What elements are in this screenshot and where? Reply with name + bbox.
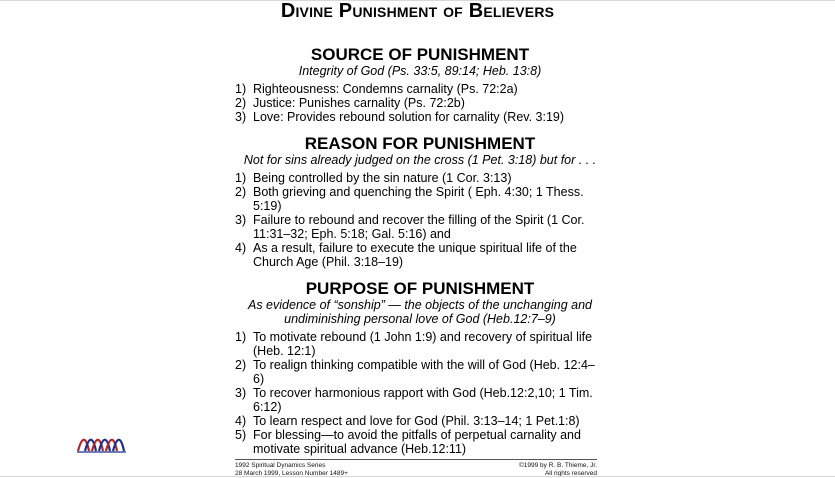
item-text: To learn respect and love for God (Phil. 3:13–14; 1 Pet.1:8) (253, 414, 580, 428)
rights-text: All rights reserved (544, 469, 597, 477)
item-number: 3) (235, 110, 247, 124)
item-text: Failure to rebound and recover the filling of the Spirit (1 Cor. 11:31–32; Eph. 5:18; Gal. 5:16) and (253, 213, 585, 241)
item-text: As a result, failure to execute the unique spiritual life of the Church Age (Phil. 3:18–19) (253, 241, 577, 269)
item-text: To recover harmonious rapport with God (Heb.12:2,10; 1 Tim. 6:12) (253, 386, 593, 414)
list-item (235, 110, 605, 124)
list-item (235, 358, 605, 386)
section-subtitle: Not for sins already judged on the cross (1 Pet. 3:18) but for . . . (243, 153, 597, 167)
bottom-border (0, 476, 835, 477)
footer-divider (235, 459, 597, 460)
item-number: 3) (235, 213, 247, 227)
section-heading: SOURCE OF PUNISHMENT (310, 45, 530, 64)
purpose-list (235, 330, 605, 456)
source-section (235, 46, 605, 124)
reason-list (235, 171, 605, 269)
list-item (235, 414, 605, 428)
item-number: 2) (235, 96, 247, 110)
item-number: 2) (235, 358, 247, 372)
item-number: 1) (235, 82, 247, 96)
section-subtitle: Integrity of God (Ps. 33:5, 89:14; Heb. 13:8) (298, 64, 542, 78)
list-item (235, 428, 605, 456)
list-item (235, 185, 605, 213)
section-heading: PURPOSE OF PUNISHMENT (305, 279, 535, 298)
footer-series (235, 462, 348, 477)
item-text: Both grieving and quenching the Spirit ( Eph. 4:30; 1 Thess. 5:19) (253, 185, 584, 213)
section-subtitle: As evidence of “sonship” — the objects of the unchanging and undiminishing personal love of God (Heb.12:7–9) (248, 298, 592, 326)
item-text: Righteousness: Condemns carnality (Ps. 72:2a) (253, 82, 518, 96)
list-item (235, 171, 605, 185)
page-title: Divine Punishment of Believers (280, 0, 555, 22)
list-item (235, 330, 605, 358)
item-text: Justice: Punishes carnality (Ps. 72:2b) (253, 96, 465, 110)
item-text: Love: Provides rebound solution for carnality (Rev. 3:19) (253, 110, 565, 124)
item-text: To motivate rebound (1 John 1:9) and recovery of spiritual life (Heb. 12:1) (253, 330, 593, 358)
list-item (235, 213, 605, 241)
item-number: 1) (235, 171, 247, 185)
item-text: For blessing—to avoid the pitfalls of perpetual carnality and motivate spiritual advance (Heb.12:11) (253, 428, 581, 456)
item-number: 5) (235, 428, 247, 442)
list-item (235, 82, 605, 96)
footer-copyright (519, 462, 597, 477)
item-number: 3) (235, 386, 247, 400)
section-heading: REASON FOR PUNISHMENT (304, 134, 536, 153)
list-item (235, 241, 605, 269)
item-text: To realign thinking compatible with the will of God (Heb. 12:4–6) (253, 358, 595, 386)
footer-series-name: 1992 Spiritual Dynamics Series (235, 462, 326, 469)
list-item (235, 386, 605, 414)
item-number: 1) (235, 330, 247, 344)
item-number: 4) (235, 414, 247, 428)
item-number: 2) (235, 185, 247, 199)
footer-lesson-date: 28 March 1999, Lesson Number 1489+ (235, 469, 348, 477)
item-number: 4) (235, 241, 247, 255)
ministry-logo-icon (76, 432, 128, 454)
item-text: Being controlled by the sin nature (1 Cor. 3:13) (253, 171, 512, 185)
reason-section (235, 135, 605, 269)
purpose-section (235, 280, 605, 456)
source-list (235, 82, 605, 124)
copyright-text: ©1999 by R. B. Thieme, Jr. (518, 462, 597, 469)
list-item (235, 96, 605, 110)
